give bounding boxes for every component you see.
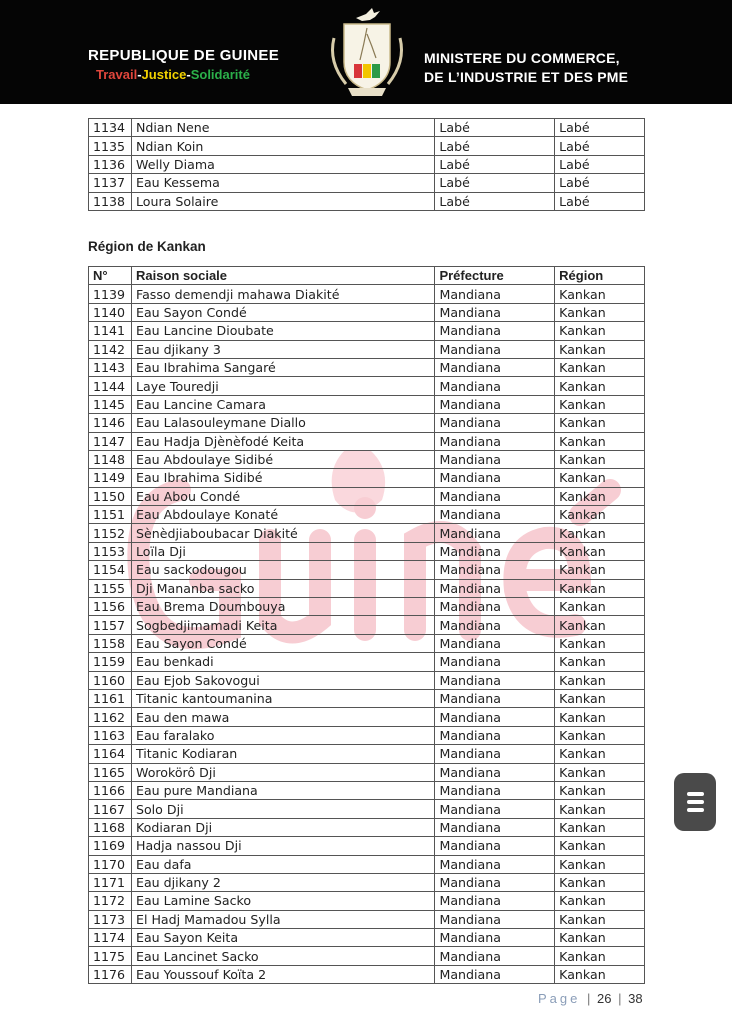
labe-continuation-table xyxy=(88,118,645,211)
table-row xyxy=(89,689,645,707)
row-number-cell: 1134 xyxy=(89,119,132,137)
header-left-block xyxy=(88,47,279,82)
region-cell: Kankan xyxy=(555,708,645,726)
prefecture-cell: Mandiana xyxy=(435,285,555,303)
region-cell: Kankan xyxy=(555,579,645,597)
header-region: Région xyxy=(555,267,645,285)
header-prefecture: Préfecture xyxy=(435,267,555,285)
region-cell: Kankan xyxy=(555,947,645,965)
table-row xyxy=(89,929,645,947)
table-row xyxy=(89,708,645,726)
table-row xyxy=(89,837,645,855)
floating-menu-button[interactable] xyxy=(674,773,716,831)
row-number-cell: 1138 xyxy=(89,192,132,210)
region-cell: Kankan xyxy=(555,285,645,303)
national-motto: Travail-Justice-Solidarité xyxy=(96,67,250,82)
prefecture-cell: Mandiana xyxy=(435,763,555,781)
prefecture-cell: Mandiana xyxy=(435,855,555,873)
company-name-cell: Eau Hadja Djènèfodé Keita xyxy=(131,432,434,450)
region-cell: Kankan xyxy=(555,598,645,616)
company-name-cell: Eau djikany 3 xyxy=(131,340,434,358)
company-name-cell: Eau Sayon Condé xyxy=(131,634,434,652)
region-cell: Kankan xyxy=(555,542,645,560)
table-row xyxy=(89,616,645,634)
company-name-cell: Eau Ibrahima Sidibé xyxy=(131,469,434,487)
table-row xyxy=(89,892,645,910)
table-row xyxy=(89,414,645,432)
region-cell: Kankan xyxy=(555,781,645,799)
row-number-cell: 1136 xyxy=(89,155,132,173)
region-cell: Labé xyxy=(555,137,645,155)
prefecture-cell: Mandiana xyxy=(435,965,555,983)
row-number-cell: 1140 xyxy=(89,303,132,321)
region-cell: Kankan xyxy=(555,929,645,947)
row-number-cell: 1168 xyxy=(89,818,132,836)
ministry-line-1: MINISTERE DU COMMERCE, xyxy=(424,50,620,66)
table-row xyxy=(89,487,645,505)
region-cell: Kankan xyxy=(555,873,645,891)
region-cell: Kankan xyxy=(555,616,645,634)
region-cell: Kankan xyxy=(555,358,645,376)
company-name-cell: Eau Lancine Dioubate xyxy=(131,322,434,340)
region-cell: Kankan xyxy=(555,487,645,505)
table-row xyxy=(89,358,645,376)
table-row xyxy=(89,285,645,303)
header-company-name: Raison sociale xyxy=(131,267,434,285)
table-row xyxy=(89,818,645,836)
table-row xyxy=(89,781,645,799)
prefecture-cell: Labé xyxy=(435,119,555,137)
prefecture-cell: Mandiana xyxy=(435,561,555,579)
prefecture-cell: Mandiana xyxy=(435,818,555,836)
kankan-table xyxy=(88,266,645,984)
prefecture-cell: Mandiana xyxy=(435,781,555,799)
region-cell: Kankan xyxy=(555,561,645,579)
row-number-cell: 1135 xyxy=(89,137,132,155)
company-name-cell: Laye Touredji xyxy=(131,377,434,395)
table-row xyxy=(89,155,645,173)
company-name-cell: Eau Kessema xyxy=(131,174,434,192)
row-number-cell: 1171 xyxy=(89,873,132,891)
company-name-cell: Eau pure Mandiana xyxy=(131,781,434,799)
menu-bar-icon xyxy=(687,800,704,804)
row-number-cell: 1149 xyxy=(89,469,132,487)
table-row xyxy=(89,524,645,542)
table-row xyxy=(89,432,645,450)
labe-table-body xyxy=(89,119,645,211)
table-row xyxy=(89,542,645,560)
row-number-cell: 1155 xyxy=(89,579,132,597)
company-name-cell: Titanic kantoumanina xyxy=(131,689,434,707)
prefecture-cell: Mandiana xyxy=(435,322,555,340)
company-name-cell: Eau Abdoulaye Sidibé xyxy=(131,450,434,468)
page-footer: Page | 26 | 38 xyxy=(538,991,643,1006)
region-cell: Kankan xyxy=(555,855,645,873)
company-name-cell: Eau benkadi xyxy=(131,653,434,671)
table-row xyxy=(89,395,645,413)
page-word: Page xyxy=(538,991,581,1006)
ministry-name xyxy=(424,49,628,87)
company-name-cell: Titanic Kodiaran xyxy=(131,745,434,763)
row-number-cell: 1166 xyxy=(89,781,132,799)
prefecture-cell: Mandiana xyxy=(435,579,555,597)
region-cell: Labé xyxy=(555,174,645,192)
row-number-cell: 1170 xyxy=(89,855,132,873)
region-cell: Kankan xyxy=(555,303,645,321)
prefecture-cell: Mandiana xyxy=(435,414,555,432)
prefecture-cell: Mandiana xyxy=(435,542,555,560)
kankan-table-header xyxy=(89,267,645,285)
company-name-cell: Worokörô Dji xyxy=(131,763,434,781)
region-cell: Kankan xyxy=(555,340,645,358)
prefecture-cell: Labé xyxy=(435,155,555,173)
region-cell: Kankan xyxy=(555,726,645,744)
table-row xyxy=(89,137,645,155)
table-row xyxy=(89,174,645,192)
region-cell: Kankan xyxy=(555,432,645,450)
current-page-number: 26 xyxy=(597,991,612,1006)
prefecture-cell: Mandiana xyxy=(435,929,555,947)
region-cell: Kankan xyxy=(555,910,645,928)
table-row xyxy=(89,119,645,137)
menu-bar-icon xyxy=(687,808,704,812)
region-cell: Kankan xyxy=(555,450,645,468)
row-number-cell: 1147 xyxy=(89,432,132,450)
company-name-cell: Eau Lalasouleymane Diallo xyxy=(131,414,434,432)
document-header xyxy=(0,0,732,104)
company-name-cell: Welly Diama xyxy=(131,155,434,173)
row-number-cell: 1153 xyxy=(89,542,132,560)
region-cell: Labé xyxy=(555,155,645,173)
prefecture-cell: Mandiana xyxy=(435,947,555,965)
prefecture-cell: Mandiana xyxy=(435,634,555,652)
region-cell: Kankan xyxy=(555,745,645,763)
motto-word-1: Travail xyxy=(96,67,138,82)
prefecture-cell: Mandiana xyxy=(435,726,555,744)
table-row xyxy=(89,671,645,689)
company-name-cell: Eau Abdoulaye Konaté xyxy=(131,506,434,524)
prefecture-cell: Mandiana xyxy=(435,910,555,928)
prefecture-cell: Labé xyxy=(435,137,555,155)
motto-word-2: Justice xyxy=(141,67,187,82)
region-heading: Région de Kankan xyxy=(88,239,206,254)
company-name-cell: Eau den mawa xyxy=(131,708,434,726)
country-name: REPUBLIQUE DE GUINEE xyxy=(88,47,280,64)
region-cell: Kankan xyxy=(555,395,645,413)
region-cell: Kankan xyxy=(555,965,645,983)
row-number-cell: 1146 xyxy=(89,414,132,432)
region-cell: Kankan xyxy=(555,892,645,910)
table-row xyxy=(89,561,645,579)
prefecture-cell: Mandiana xyxy=(435,377,555,395)
company-name-cell: Ndian Nene xyxy=(131,119,434,137)
company-name-cell: Eau Abou Condé xyxy=(131,487,434,505)
prefecture-cell: Mandiana xyxy=(435,800,555,818)
prefecture-cell: Mandiana xyxy=(435,432,555,450)
table-row xyxy=(89,579,645,597)
company-name-cell: Fasso demendji mahawa Diakité xyxy=(131,285,434,303)
table-row xyxy=(89,340,645,358)
table-row xyxy=(89,598,645,616)
ministry-line-2: DE L’INDUSTRIE ET DES PME xyxy=(424,69,629,85)
table-row xyxy=(89,763,645,781)
region-cell: Labé xyxy=(555,192,645,210)
prefecture-cell: Mandiana xyxy=(435,671,555,689)
prefecture-cell: Mandiana xyxy=(435,524,555,542)
row-number-cell: 1165 xyxy=(89,763,132,781)
row-number-cell: 1159 xyxy=(89,653,132,671)
row-number-cell: 1141 xyxy=(89,322,132,340)
prefecture-cell: Mandiana xyxy=(435,450,555,468)
table-row xyxy=(89,726,645,744)
row-number-cell: 1150 xyxy=(89,487,132,505)
region-cell: Kankan xyxy=(555,653,645,671)
header-number: N° xyxy=(89,267,132,285)
row-number-cell: 1162 xyxy=(89,708,132,726)
company-name-cell: El Hadj Mamadou Sylla xyxy=(131,910,434,928)
prefecture-cell: Mandiana xyxy=(435,506,555,524)
row-number-cell: 1143 xyxy=(89,358,132,376)
company-name-cell: Hadja nassou Dji xyxy=(131,837,434,855)
table-row xyxy=(89,192,645,210)
table-row xyxy=(89,303,645,321)
company-name-cell: Loura Solaire xyxy=(131,192,434,210)
prefecture-cell: Labé xyxy=(435,192,555,210)
region-cell: Kankan xyxy=(555,377,645,395)
region-cell: Kankan xyxy=(555,818,645,836)
company-name-cell: Kodiaran Dji xyxy=(131,818,434,836)
row-number-cell: 1161 xyxy=(89,689,132,707)
company-name-cell: Eau Lancine Camara xyxy=(131,395,434,413)
company-name-cell: Sènèdjiaboubacar Diakité xyxy=(131,524,434,542)
row-number-cell: 1156 xyxy=(89,598,132,616)
region-cell: Kankan xyxy=(555,524,645,542)
prefecture-cell: Mandiana xyxy=(435,469,555,487)
table-row xyxy=(89,873,645,891)
motto-word-3: Solidarité xyxy=(190,67,250,82)
company-name-cell: Sogbedjimamadi Keita xyxy=(131,616,434,634)
region-cell: Kankan xyxy=(555,689,645,707)
table-row xyxy=(89,653,645,671)
table-row xyxy=(89,634,645,652)
company-name-cell: Eau Sayon Condé xyxy=(131,303,434,321)
prefecture-cell: Mandiana xyxy=(435,340,555,358)
row-number-cell: 1154 xyxy=(89,561,132,579)
row-number-cell: 1169 xyxy=(89,837,132,855)
region-cell: Kankan xyxy=(555,671,645,689)
row-number-cell: 1142 xyxy=(89,340,132,358)
prefecture-cell: Mandiana xyxy=(435,395,555,413)
header-row xyxy=(89,267,645,285)
company-name-cell: Eau Lancinet Sacko xyxy=(131,947,434,965)
row-number-cell: 1175 xyxy=(89,947,132,965)
row-number-cell: 1160 xyxy=(89,671,132,689)
table-row xyxy=(89,377,645,395)
company-name-cell: Eau Lamine Sacko xyxy=(131,892,434,910)
prefecture-cell: Mandiana xyxy=(435,303,555,321)
prefecture-cell: Mandiana xyxy=(435,837,555,855)
company-name-cell: Eau djikany 2 xyxy=(131,873,434,891)
prefecture-cell: Mandiana xyxy=(435,689,555,707)
row-number-cell: 1144 xyxy=(89,377,132,395)
company-name-cell: Ndian Koin xyxy=(131,137,434,155)
company-name-cell: Eau Sayon Keita xyxy=(131,929,434,947)
region-cell: Labé xyxy=(555,119,645,137)
row-number-cell: 1167 xyxy=(89,800,132,818)
row-number-cell: 1152 xyxy=(89,524,132,542)
row-number-cell: 1172 xyxy=(89,892,132,910)
region-cell: Kankan xyxy=(555,837,645,855)
company-name-cell: Eau Brema Doumbouya xyxy=(131,598,434,616)
row-number-cell: 1139 xyxy=(89,285,132,303)
table-row xyxy=(89,965,645,983)
row-number-cell: 1173 xyxy=(89,910,132,928)
row-number-cell: 1137 xyxy=(89,174,132,192)
coat-of-arms-emblem xyxy=(320,4,414,100)
table-row xyxy=(89,855,645,873)
table-row xyxy=(89,910,645,928)
prefecture-cell: Mandiana xyxy=(435,892,555,910)
prefecture-cell: Mandiana xyxy=(435,653,555,671)
prefecture-cell: Labé xyxy=(435,174,555,192)
prefecture-cell: Mandiana xyxy=(435,487,555,505)
row-number-cell: 1164 xyxy=(89,745,132,763)
row-number-cell: 1174 xyxy=(89,929,132,947)
row-number-cell: 1148 xyxy=(89,450,132,468)
company-name-cell: Eau Youssouf Koïta 2 xyxy=(131,965,434,983)
company-name-cell: Loïla Dji xyxy=(131,542,434,560)
region-cell: Kankan xyxy=(555,763,645,781)
prefecture-cell: Mandiana xyxy=(435,616,555,634)
prefecture-cell: Mandiana xyxy=(435,708,555,726)
total-pages: 38 xyxy=(628,991,643,1006)
prefecture-cell: Mandiana xyxy=(435,745,555,763)
region-cell: Kankan xyxy=(555,800,645,818)
kankan-table-body xyxy=(89,285,645,984)
company-name-cell: Eau Ejob Sakovogui xyxy=(131,671,434,689)
region-cell: Kankan xyxy=(555,322,645,340)
table-row xyxy=(89,745,645,763)
table-row xyxy=(89,800,645,818)
company-name-cell: Eau dafa xyxy=(131,855,434,873)
table-row xyxy=(89,450,645,468)
table-row xyxy=(89,469,645,487)
row-number-cell: 1151 xyxy=(89,506,132,524)
company-name-cell: Dji Mananba sacko xyxy=(131,579,434,597)
row-number-cell: 1163 xyxy=(89,726,132,744)
row-number-cell: 1176 xyxy=(89,965,132,983)
prefecture-cell: Mandiana xyxy=(435,873,555,891)
table-row xyxy=(89,947,645,965)
menu-bar-icon xyxy=(687,792,704,796)
row-number-cell: 1145 xyxy=(89,395,132,413)
prefecture-cell: Mandiana xyxy=(435,598,555,616)
row-number-cell: 1158 xyxy=(89,634,132,652)
row-number-cell: 1157 xyxy=(89,616,132,634)
company-name-cell: Eau sackodougou xyxy=(131,561,434,579)
table-row xyxy=(89,322,645,340)
company-name-cell: Eau Ibrahima Sangaré xyxy=(131,358,434,376)
company-name-cell: Solo Dji xyxy=(131,800,434,818)
company-name-cell: Eau faralako xyxy=(131,726,434,744)
region-cell: Kankan xyxy=(555,469,645,487)
region-cell: Kankan xyxy=(555,506,645,524)
prefecture-cell: Mandiana xyxy=(435,358,555,376)
region-cell: Kankan xyxy=(555,414,645,432)
region-cell: Kankan xyxy=(555,634,645,652)
table-row xyxy=(89,506,645,524)
